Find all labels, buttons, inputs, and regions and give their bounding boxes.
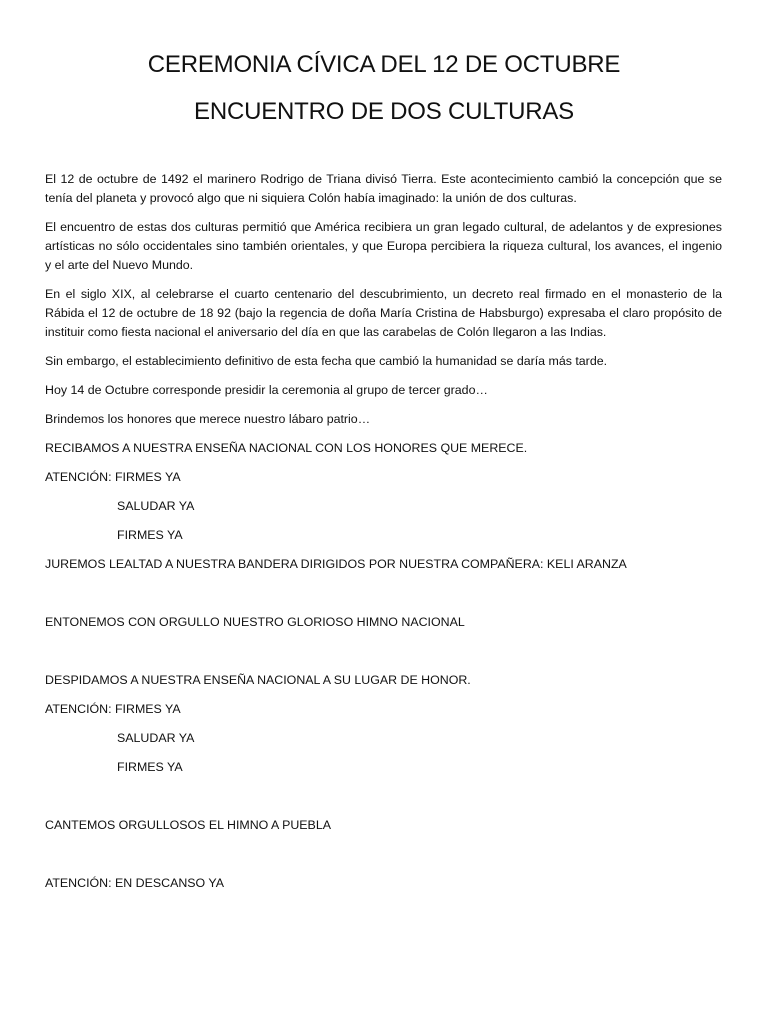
paragraph-siglo-xix: En el siglo XIX, al celebrarse el cuarto centenario del descubrimiento, un decreto real firmado en el monasterio de la Rábida el 12 de octubre de 18 92 (bajo la regencia de doña María Cristina de Habsburgo) expresaba el claro propósito de instituir como fiesta nacional el aniversario del día en que las carabelas de Colón llegaron a las Indias. [45,287,722,339]
paragraph-encuentro-culturas: El encuentro de estas dos culturas permitió que América recibiera un gran legado cultural, de adelantos y de expresiones artísticas no sólo occidentales sino también orientales, y que Europa percibiera la riqueza cultural, los avances, el ingenio y el arte del Nuevo Mundo. [45,220,722,272]
command-juremos: JUREMOS LEALTAD A NUESTRA BANDERA DIRIGIDOS POR NUESTRA COMPAÑERA: KELI ARANZA [45,557,627,571]
paragraph-brindemos: Brindemos los honores que merece nuestro lábaro patrio… [45,412,371,426]
command-atencion-firmes-1: ATENCIÓN: FIRMES YA [45,470,181,484]
command-saludar-1: SALUDAR YA [117,499,195,513]
blank-line [45,642,722,671]
command-despidamos: DESPIDAMOS A NUESTRA ENSEÑA NACIONAL A SU LUGAR DE HONOR. [45,673,471,687]
command-atencion-firmes-2: ATENCIÓN: FIRMES YA [45,702,181,716]
command-saludar-2: SALUDAR YA [117,731,195,745]
paragraph-sin-embargo: Sin embargo, el establecimiento definitivo de esta fecha que cambió la humanidad se daría más tarde. [45,354,608,368]
command-cantemos: CANTEMOS ORGULLOSOS EL HIMNO A PUEBLA [45,818,331,832]
blank-line [45,787,722,816]
document-title: CEREMONIA CÍVICA DEL 12 DE OCTUBRE [147,51,621,78]
blank-line [45,845,722,874]
command-entonemos: ENTONEMOS CON ORGULLO NUESTRO GLORIOSO HIMNO NACIONAL [45,615,465,629]
paragraph-hoy-14-octubre: Hoy 14 de Octubre corresponde presidir la ceremonia al grupo de tercer grado… [45,383,488,397]
document-body [45,170,722,903]
command-firmes-2: FIRMES YA [117,760,183,774]
paragraph-rodrigo-de-triana: El 12 de octubre de 1492 el marinero Rodrigo de Triana divisó Tierra. Este acontecimiento cambió la concepción que se tenía del planeta y provocó algo que ni siquiera Colón había imaginado: la unión de dos culturas. [45,172,722,205]
command-descanso: ATENCIÓN: EN DESCANSO YA [45,876,225,890]
command-firmes-1: FIRMES YA [117,528,183,542]
command-recibamos: RECIBAMOS A NUESTRA ENSEÑA NACIONAL CON LOS HONORES QUE MERECE. [45,441,528,455]
blank-line [45,584,722,613]
document-subtitle: ENCUENTRO DE DOS CULTURAS [194,98,574,125]
